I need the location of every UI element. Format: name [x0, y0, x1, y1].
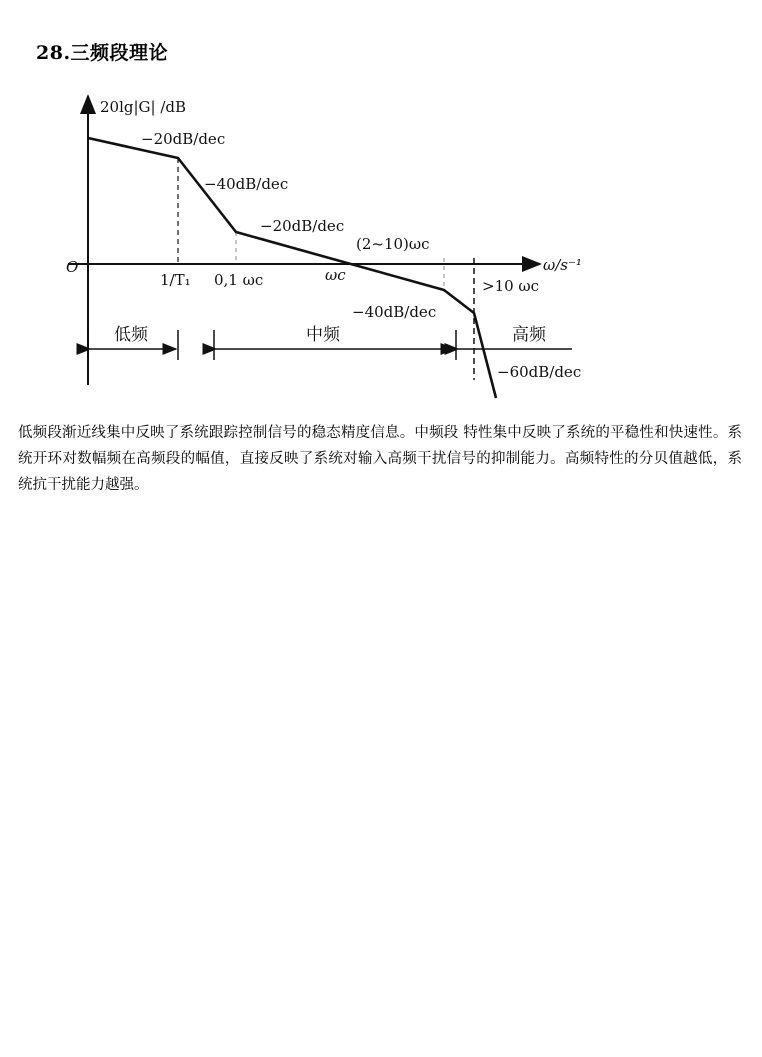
tick-t1: 1/T₁: [160, 271, 191, 289]
x-axis-label: ω/s⁻¹: [543, 256, 582, 274]
tick-wc: ωc: [325, 266, 346, 284]
slope-label-2: −40dB/dec: [204, 175, 289, 193]
band-label-low: 低频: [114, 325, 148, 345]
y-axis-label: 20lg|G| /dB: [100, 98, 187, 116]
magnitude-asymptote: [88, 138, 496, 398]
tick-two-to-ten-wc: (2~10)ωc: [356, 235, 430, 253]
slope-label-1: −20dB/dec: [141, 130, 226, 148]
band-label-mid: 中频: [306, 325, 340, 345]
explanation-paragraph: 低频段渐近线集中反映了系统跟踪控制信号的稳态精度信息。中频段 特性集中反映了系统的平稳性和快速性。系统开环对数幅频在高频段的幅值，直接反映了系统对输入高频干扰信号的抑制能力。高频特性的分贝值越低，系统抗干扰能力越强。: [18, 425, 742, 493]
tick-point-one-wc: 0,1 ωc: [214, 271, 264, 289]
bode-asymptote-diagram: [0, 0, 762, 410]
tick-gt-ten-wc: >10 ωc: [482, 277, 540, 295]
slope-label-5: −60dB/dec: [497, 363, 582, 381]
slope-label-3: −20dB/dec: [260, 217, 345, 235]
slope-label-4: −40dB/dec: [352, 303, 437, 321]
origin-label: O: [66, 258, 79, 276]
section-heading: 28.三频段理论: [36, 42, 169, 64]
band-label-high: 高频: [512, 325, 546, 345]
